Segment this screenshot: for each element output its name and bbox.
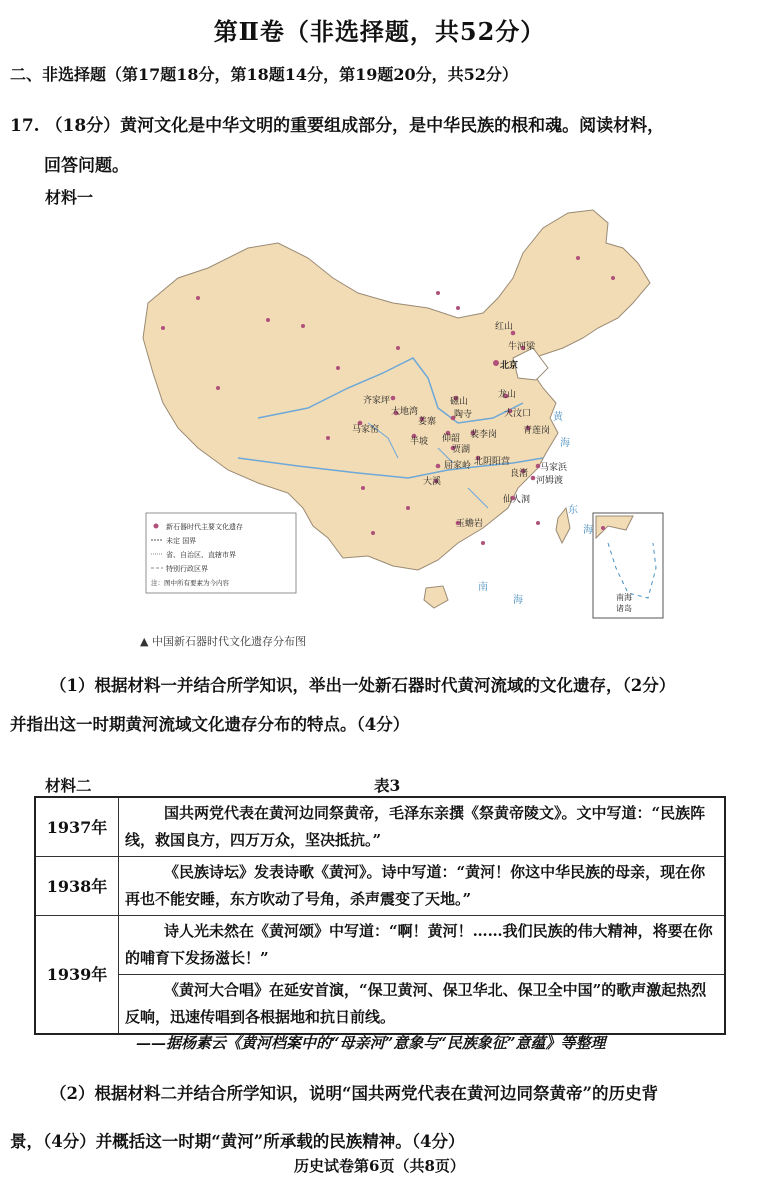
legend-note: 注：图中所有要素为今内容 [151,579,229,587]
site-label-banpo: 半坡 [410,437,429,447]
site-label-qijiaping: 齐家坪 [363,396,391,406]
site-label-hongshan: 红山 [495,322,514,332]
site-label-majiabang: 马家浜 [540,463,568,473]
q1-line2: 并指出这一时期黄河流域文化遗存分布的特点。（4分） [10,715,410,734]
china-map-svg [138,208,744,628]
site-label-beijing: 北京 [500,361,519,371]
page-title: 第Ⅱ卷（非选择题，共52分） [213,17,546,46]
site-label-daxi: 大溪 [423,477,442,487]
sea-label-nan: 南 [478,582,488,593]
hainan-island [424,586,448,608]
site-label-qujialing: 屈家岭 [444,461,472,471]
table-content: 国共两党代表在黄河边同祭黄帝，毛泽东亲撰《祭黄帝陵文》。文中写道：“民族阵线，救国良方，四万万众，坚决抵抗。” [119,797,726,857]
site-label-majiayao: 马家窑 [352,425,380,435]
inset-label-1: 南海 [616,593,632,602]
site-label-dadiwan: 大地湾 [391,407,419,417]
inset-label-2: 诸岛 [616,604,632,613]
table-content: 《黄河大合唱》在延安首演，“保卫黄河、保卫华北、保卫全中国”的歌声激起热烈反响，迅速传唱到各根据地和抗日前线。 [119,975,726,1035]
table-row [35,797,725,857]
q2-line1: （2）根据材料二并结合所学知识，说明“国共两党代表在黄河边同祭黄帝”的历史背 [50,1084,658,1103]
question-17-stem [10,106,750,186]
site-label-beiyinyangying: 北阴阳营 [474,457,511,467]
site-label-niuheliang: 牛河梁 [508,342,536,352]
site-label-liangzhu: 良渚 [510,469,529,479]
legend-item-sites: 新石器时代主要文化遗存 [166,523,243,531]
table-year: 1938年 [35,857,119,916]
site-label-hemudu: 河姆渡 [536,476,564,486]
table-title: 表3 [374,776,401,795]
q2-line2: 景，（4分）并概括这一时期“黄河”所承载的民族精神。（4分） [10,1132,465,1151]
table-year: 1939年 [35,916,119,1035]
q17-line2: 回答问题。 [44,156,129,176]
sea-label-hai-2: 海 [583,525,593,536]
legend-item-province: 省、自治区、直辖市界 [166,551,236,559]
table-year: 1937年 [35,797,119,857]
table-row [35,857,725,916]
table-content: 《民族诗坛》发表诗歌《黄河》。诗中写道：“黄河！你这中华民族的母亲，现在你再也不能安睡，东方吹动了号角，杀声震变了天地。” [119,857,726,916]
table-row [35,916,725,975]
site-label-qingliangang: 青莲岗 [523,426,551,436]
page-footer: 历史试卷第6页（共8页） [294,1157,465,1175]
site-label-xianrendong: 仙人洞 [503,495,531,505]
site-label-jiahu: 贾湖 [452,445,471,455]
site-label-yangshao: 仰韶 [442,434,461,444]
q1-line1: （1）根据材料一并结合所学知识，举出一处新石器时代黄河流域的文化遗存，（2分） [50,676,676,695]
legend-item-border: 未定 国界 [166,537,197,545]
section-heading: 二、非选择题（第17题18分，第18题14分，第19题20分，共52分） [10,65,518,84]
legend-item-sar: 特别行政区界 [166,565,208,573]
sea-label-hai-1: 海 [560,438,570,449]
site-label-longshan: 龙山 [498,390,517,400]
table-content: 诗人光未然在《黄河颂》中写道：“啊！黄河！……我们民族的伟大精神，将要在你的哺育下发扬滋长！” [119,916,726,975]
site-label-jiangzhai: 姜寨 [418,417,437,427]
source-citation: ——据杨素云《黄河档案中的“母亲河”意象与“民族象征”意蕴》等整理 [136,1034,606,1052]
map-caption: ▲ 中国新石器时代文化遗存分布图 [140,635,306,648]
q17-line1: 17. （18分）黄河文化是中华文明的重要组成部分，是中华民族的根和魂。阅读材料， [10,116,665,136]
legend-site-marker [154,524,159,529]
site-label-dawenkou: 大汶口 [504,409,532,419]
question-17-2 [10,1070,755,1166]
site-label-peiligang: 裴李岗 [470,430,498,440]
site-label-cishan: 磁山 [450,397,469,407]
material1-label: 材料一 [45,188,94,207]
sea-label-hai-3: 海 [513,595,523,606]
site-label-taosi: 陶寺 [454,410,473,420]
sea-label-huang: 黄 [553,412,563,423]
site-label-yuchanyan: 玉蟾岩 [456,519,484,529]
neolithic-sites-map [138,208,744,628]
material2-table [34,796,726,1035]
material2-label: 材料二 [45,776,92,795]
question-17-1 [10,666,750,744]
table-row [35,975,725,1035]
sea-label-dong: 东 [568,505,578,516]
